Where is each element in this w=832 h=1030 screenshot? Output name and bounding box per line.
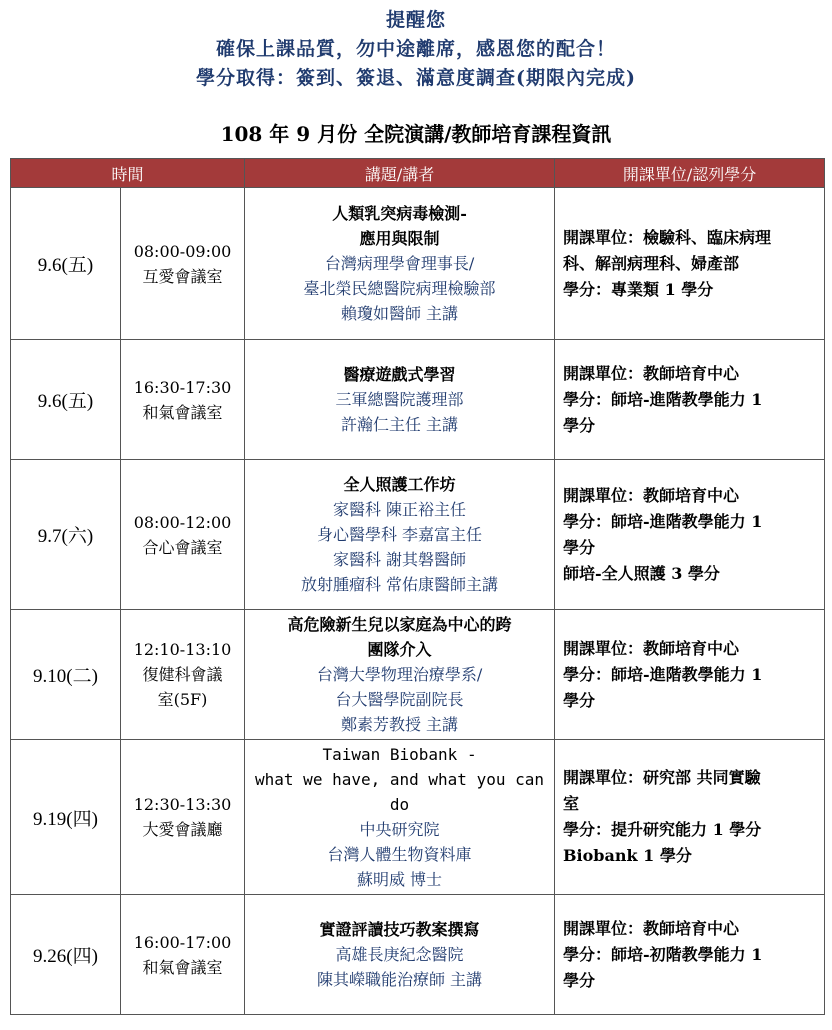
unit-line: 開課單位：研究部 共同實驗 [563, 768, 761, 787]
row-unit [555, 340, 825, 460]
row-time-place [121, 740, 245, 895]
speaker-line: 賴瓊如醫師 主講 [340, 304, 459, 323]
row-topic [245, 460, 555, 610]
row-time-place [121, 340, 245, 460]
unit-line: 室 [563, 794, 580, 813]
row-date: 9.26(四) [11, 895, 121, 1015]
topic-line: 實證評讀技巧教案撰寫 [319, 920, 480, 939]
topic-line: Taiwan Biobank - [322, 745, 477, 764]
notice-line-2: 確保上課品質，勿中途離席，感恩您的配合！ [215, 38, 616, 60]
speaker-line: 台灣大學物理治療學系/ [316, 665, 483, 684]
speaker-line: 中央研究院 [359, 820, 440, 839]
speaker-line: 放射腫瘤科 常佑康醫師主講 [300, 575, 499, 594]
row-place: 互愛會議室 [142, 266, 223, 286]
row-time-place [121, 460, 245, 610]
speaker-line: 台灣病理學會理事長/ [324, 254, 475, 273]
row-date: 9.6(五) [11, 188, 121, 340]
row-time-place [121, 610, 245, 740]
table-row [11, 188, 825, 340]
row-unit [555, 188, 825, 340]
table-row [11, 740, 825, 895]
unit-line: 學分：提升研究能力 1 學分 [563, 820, 762, 839]
row-time-place [121, 188, 245, 340]
table-row [11, 895, 825, 1015]
notice-block [0, 6, 832, 93]
speaker-line: 鄭素芳教授 主講 [340, 715, 459, 734]
row-time: 12:30-13:30 [133, 795, 232, 814]
unit-line: 學分 [563, 970, 596, 990]
row-date: 9.10(二) [11, 610, 121, 740]
table-row [11, 340, 825, 460]
speaker-line: 身心醫學科 李嘉富主任 [316, 525, 483, 544]
row-unit [555, 895, 825, 1015]
row-date: 9.7(六) [11, 460, 121, 610]
row-place: 大愛會議廳 [142, 820, 223, 839]
row-place: 復健科會議 [142, 665, 223, 684]
topic-line: 人類乳突病毒檢測- [332, 204, 467, 223]
row-topic [245, 610, 555, 740]
row-place: 室(5F) [157, 690, 208, 709]
row-time: 12:10-13:10 [133, 640, 232, 659]
row-time: 16:30-17:30 [133, 377, 232, 397]
row-topic [245, 340, 555, 460]
unit-line: 學分 [563, 690, 596, 710]
row-date: 9.6(五) [11, 340, 121, 460]
unit-line: 學分：專業類 1 學分 [563, 279, 714, 299]
unit-line: 開課單位：教師培育中心 [563, 918, 740, 938]
row-time: 16:00-17:00 [133, 932, 232, 952]
speaker-line: 台灣人體生物資料庫 [327, 845, 472, 864]
unit-line: 學分：師培-進階教學能力 1 [563, 664, 763, 684]
notice-line-3: 學分取得：簽到、簽退、滿意度調查(期限內完成) [196, 67, 636, 89]
topic-line: 應用與限制 [359, 229, 440, 248]
unit-line: 學分 [563, 415, 596, 435]
row-time: 08:00-12:00 [133, 512, 232, 532]
unit-line: 開課單位：檢驗科、臨床病理 [563, 227, 772, 247]
row-topic [245, 740, 555, 895]
unit-line: 開課單位：教師培育中心 [563, 638, 740, 658]
unit-line: 學分：師培-初階教學能力 1 [563, 944, 763, 964]
header-unit: 開課單位/認列學分 [555, 159, 825, 188]
speaker-line: 蘇明威 博士 [356, 870, 443, 889]
unit-line: 開課單位：教師培育中心 [563, 485, 740, 505]
row-time: 08:00-09:00 [133, 241, 232, 261]
topic-line: 高危險新生兒以家庭為中心的跨 [287, 615, 512, 634]
unit-line: 師培-全人照護 3 學分 [563, 563, 720, 583]
speaker-line: 家醫科 陳正裕主任 [332, 500, 467, 519]
topic-line: 團隊介入 [367, 640, 432, 659]
speaker-line: 臺北榮民總醫院病理檢驗部 [303, 279, 496, 298]
unit-line: 學分：師培-進階教學能力 1 [563, 511, 763, 531]
page-title: 108 年 9 月份 全院演講/教師培育課程資訊 [220, 122, 612, 146]
table-header-row [11, 159, 825, 188]
row-unit [555, 610, 825, 740]
speaker-line: 許瀚仁主任 主講 [340, 415, 459, 434]
row-time-place [121, 895, 245, 1015]
row-place: 合心會議室 [142, 537, 223, 557]
speaker-line: 台大醫學院副院長 [335, 690, 464, 709]
header-topic: 講題/講者 [245, 159, 555, 188]
row-date: 9.19(四) [11, 740, 121, 895]
row-topic [245, 895, 555, 1015]
topic-line: do [389, 795, 410, 814]
row-topic [245, 188, 555, 340]
unit-line: Biobank 1 學分 [563, 846, 692, 865]
table-row [11, 610, 825, 740]
topic-line: 全人照護工作坊 [343, 475, 456, 494]
schedule-table [10, 158, 825, 1015]
header-time: 時間 [11, 159, 245, 188]
row-unit [555, 740, 825, 895]
row-place: 和氣會議室 [142, 402, 223, 422]
speaker-line: 高雄長庚紀念醫院 [335, 945, 464, 964]
unit-line: 科、解剖病理科、婦產部 [563, 253, 740, 273]
table-row [11, 460, 825, 610]
unit-line: 開課單位：教師培育中心 [563, 363, 740, 383]
topic-line: 醫療遊戲式學習 [343, 365, 456, 384]
row-unit [555, 460, 825, 610]
speaker-line: 家醫科 謝其磐醫師 [332, 550, 467, 569]
topic-line: what we have, and what you can [255, 770, 544, 789]
unit-line: 學分 [563, 537, 596, 557]
row-place: 和氣會議室 [142, 957, 223, 977]
speaker-line: 陳其嶸職能治療師 主講 [316, 970, 483, 989]
unit-line: 學分：師培-進階教學能力 1 [563, 389, 763, 409]
speaker-line: 三軍總醫院護理部 [335, 390, 464, 409]
notice-line-1: 提醒您 [385, 9, 446, 31]
